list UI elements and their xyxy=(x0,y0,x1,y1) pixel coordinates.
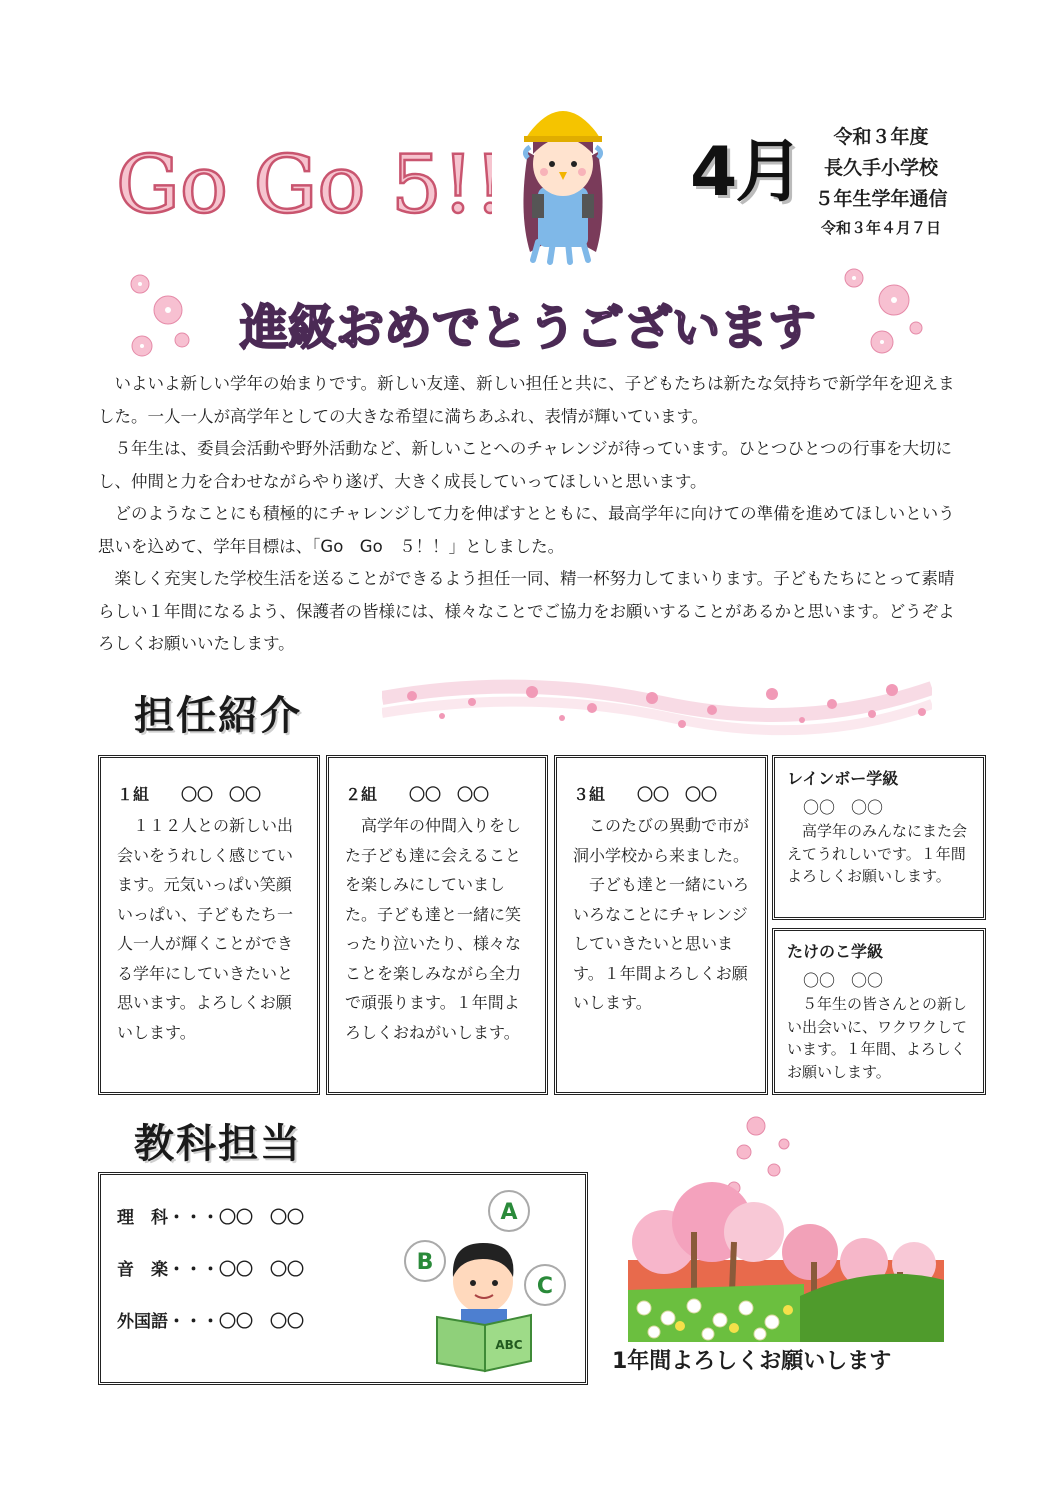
subject-row: 理 科・・・〇〇 〇〇 xyxy=(117,1208,304,1228)
class-card-title: １組 〇〇 〇〇 xyxy=(117,785,262,804)
intro-paragraph: いよいよ新しい学年の始まりです。新しい友達、新しい担任と共に、子どもたちは新たな気持ちで新学年を迎えました。一人一人が高学年としての大きな希望に満ちあふれ、表情が輝いています。 xyxy=(98,374,955,426)
era-year: 令和３年度 xyxy=(833,126,929,148)
bubble-a-label: A xyxy=(500,1200,518,1225)
section-title-subjects: 教科担当 xyxy=(134,1121,302,1167)
class-card-message: 高学年の仲間入りをした子ども達に会えることを楽しみにしていました。子ども達と一緒に笑ったり泣いたり、様々なことを楽しみながら全力で頑張ります。１年間よろしくおねがいします。 xyxy=(345,816,522,1042)
section-title-teachers: 担任紹介 xyxy=(134,693,302,739)
masthead-title: Go Go 5!! xyxy=(116,138,492,228)
class-card-teacher: 〇〇 〇〇 xyxy=(803,971,884,990)
class-card-message: １１２人との新しい出会いをうれしく感じています。元気いっぱい笑顔いっぱい、子どもたち一人一人が輝くことができる学年にしていきたいと思います。よろしくお願いします。 xyxy=(117,816,294,1042)
newsletter-name: ５年生学年通信 xyxy=(814,188,948,210)
intro-paragraph: 楽しく充実した学校生活を送ることができるよう担任一同、精一杯努力してまいります。子どもたちにとって素晴らしい１年間になるよう、保護者の皆様には、様々なことでご協力をお願いすることがあるかと思います。どうぞよろしくお願いいたします。 xyxy=(98,569,955,653)
intro-text xyxy=(98,368,960,661)
closing-message: 1年間よろしくお願いします xyxy=(612,1349,892,1374)
issue-info xyxy=(796,122,966,241)
issue-date: 令和３年４月７日 xyxy=(820,219,941,237)
bubble-c-label: C xyxy=(536,1274,554,1299)
boy-reading-illustration xyxy=(401,1185,571,1375)
bubble-b-label: B xyxy=(416,1250,434,1275)
class-card-title: ３組 〇〇 〇〇 xyxy=(573,785,718,804)
sakura-cluster-left xyxy=(120,270,200,365)
subjects-box xyxy=(98,1172,588,1385)
class-card-message: ５年生の皆さんとの新しい出会いに、ワクワクしています。１年間、よろしくお願いします。 xyxy=(787,995,968,1081)
sakura-landscape-illustration xyxy=(624,1112,954,1344)
student-mascot-illustration xyxy=(508,92,618,267)
intro-paragraph: どのようなことにも積極的にチャレンジして力を伸ばすとともに、最高学年に向けての準備を進めてほしいという思いを込めて、学年目標は、「Go Go ５！！」としました。 xyxy=(98,504,955,556)
class-card-takenoko xyxy=(772,928,986,1095)
class-card-message: このたびの異動で市が洞小学校から来ました。 xyxy=(573,816,750,865)
class-card-title: たけのこ学級 xyxy=(787,942,884,961)
class-card-3 xyxy=(554,755,768,1095)
headline xyxy=(228,288,828,360)
class-card-rainbow xyxy=(772,755,986,920)
subject-row: 音 楽・・・〇〇 〇〇 xyxy=(117,1260,304,1280)
intro-paragraph: ５年生は、委員会活動や野外活動など、新しいことへのチャレンジが待っています。ひとつひとつの行事を大切にし、仲間と力を合わせながらやり遂げ、大きく成長していってほしいと思います。 xyxy=(98,439,953,491)
sakura-garland xyxy=(382,668,932,738)
class-card-title: レインボー学級 xyxy=(787,769,899,788)
sakura-cluster-right xyxy=(838,264,928,359)
headline-text: 進級おめでとうございます xyxy=(239,300,817,356)
masthead xyxy=(112,128,492,228)
subject-row: 外国語・・・〇〇 〇〇 xyxy=(117,1312,304,1332)
school-name: 長久手小学校 xyxy=(823,157,938,179)
class-card-title: ２組 〇〇 〇〇 xyxy=(345,785,490,804)
class-card-message: 子ども達と一緒にいろいろなことにチャレンジしていきたいと思います。１年間よろしくお願いします。 xyxy=(573,875,750,1012)
month-label: 4月 xyxy=(690,133,802,212)
class-card-message: 高学年のみんなにまた会えてうれしいです。１年間よろしくお願いします。 xyxy=(787,822,968,885)
class-card-2 xyxy=(326,755,548,1095)
class-card-teacher: 〇〇 〇〇 xyxy=(803,798,884,817)
book-label: ABC xyxy=(495,1338,523,1352)
class-card-1 xyxy=(98,755,320,1095)
